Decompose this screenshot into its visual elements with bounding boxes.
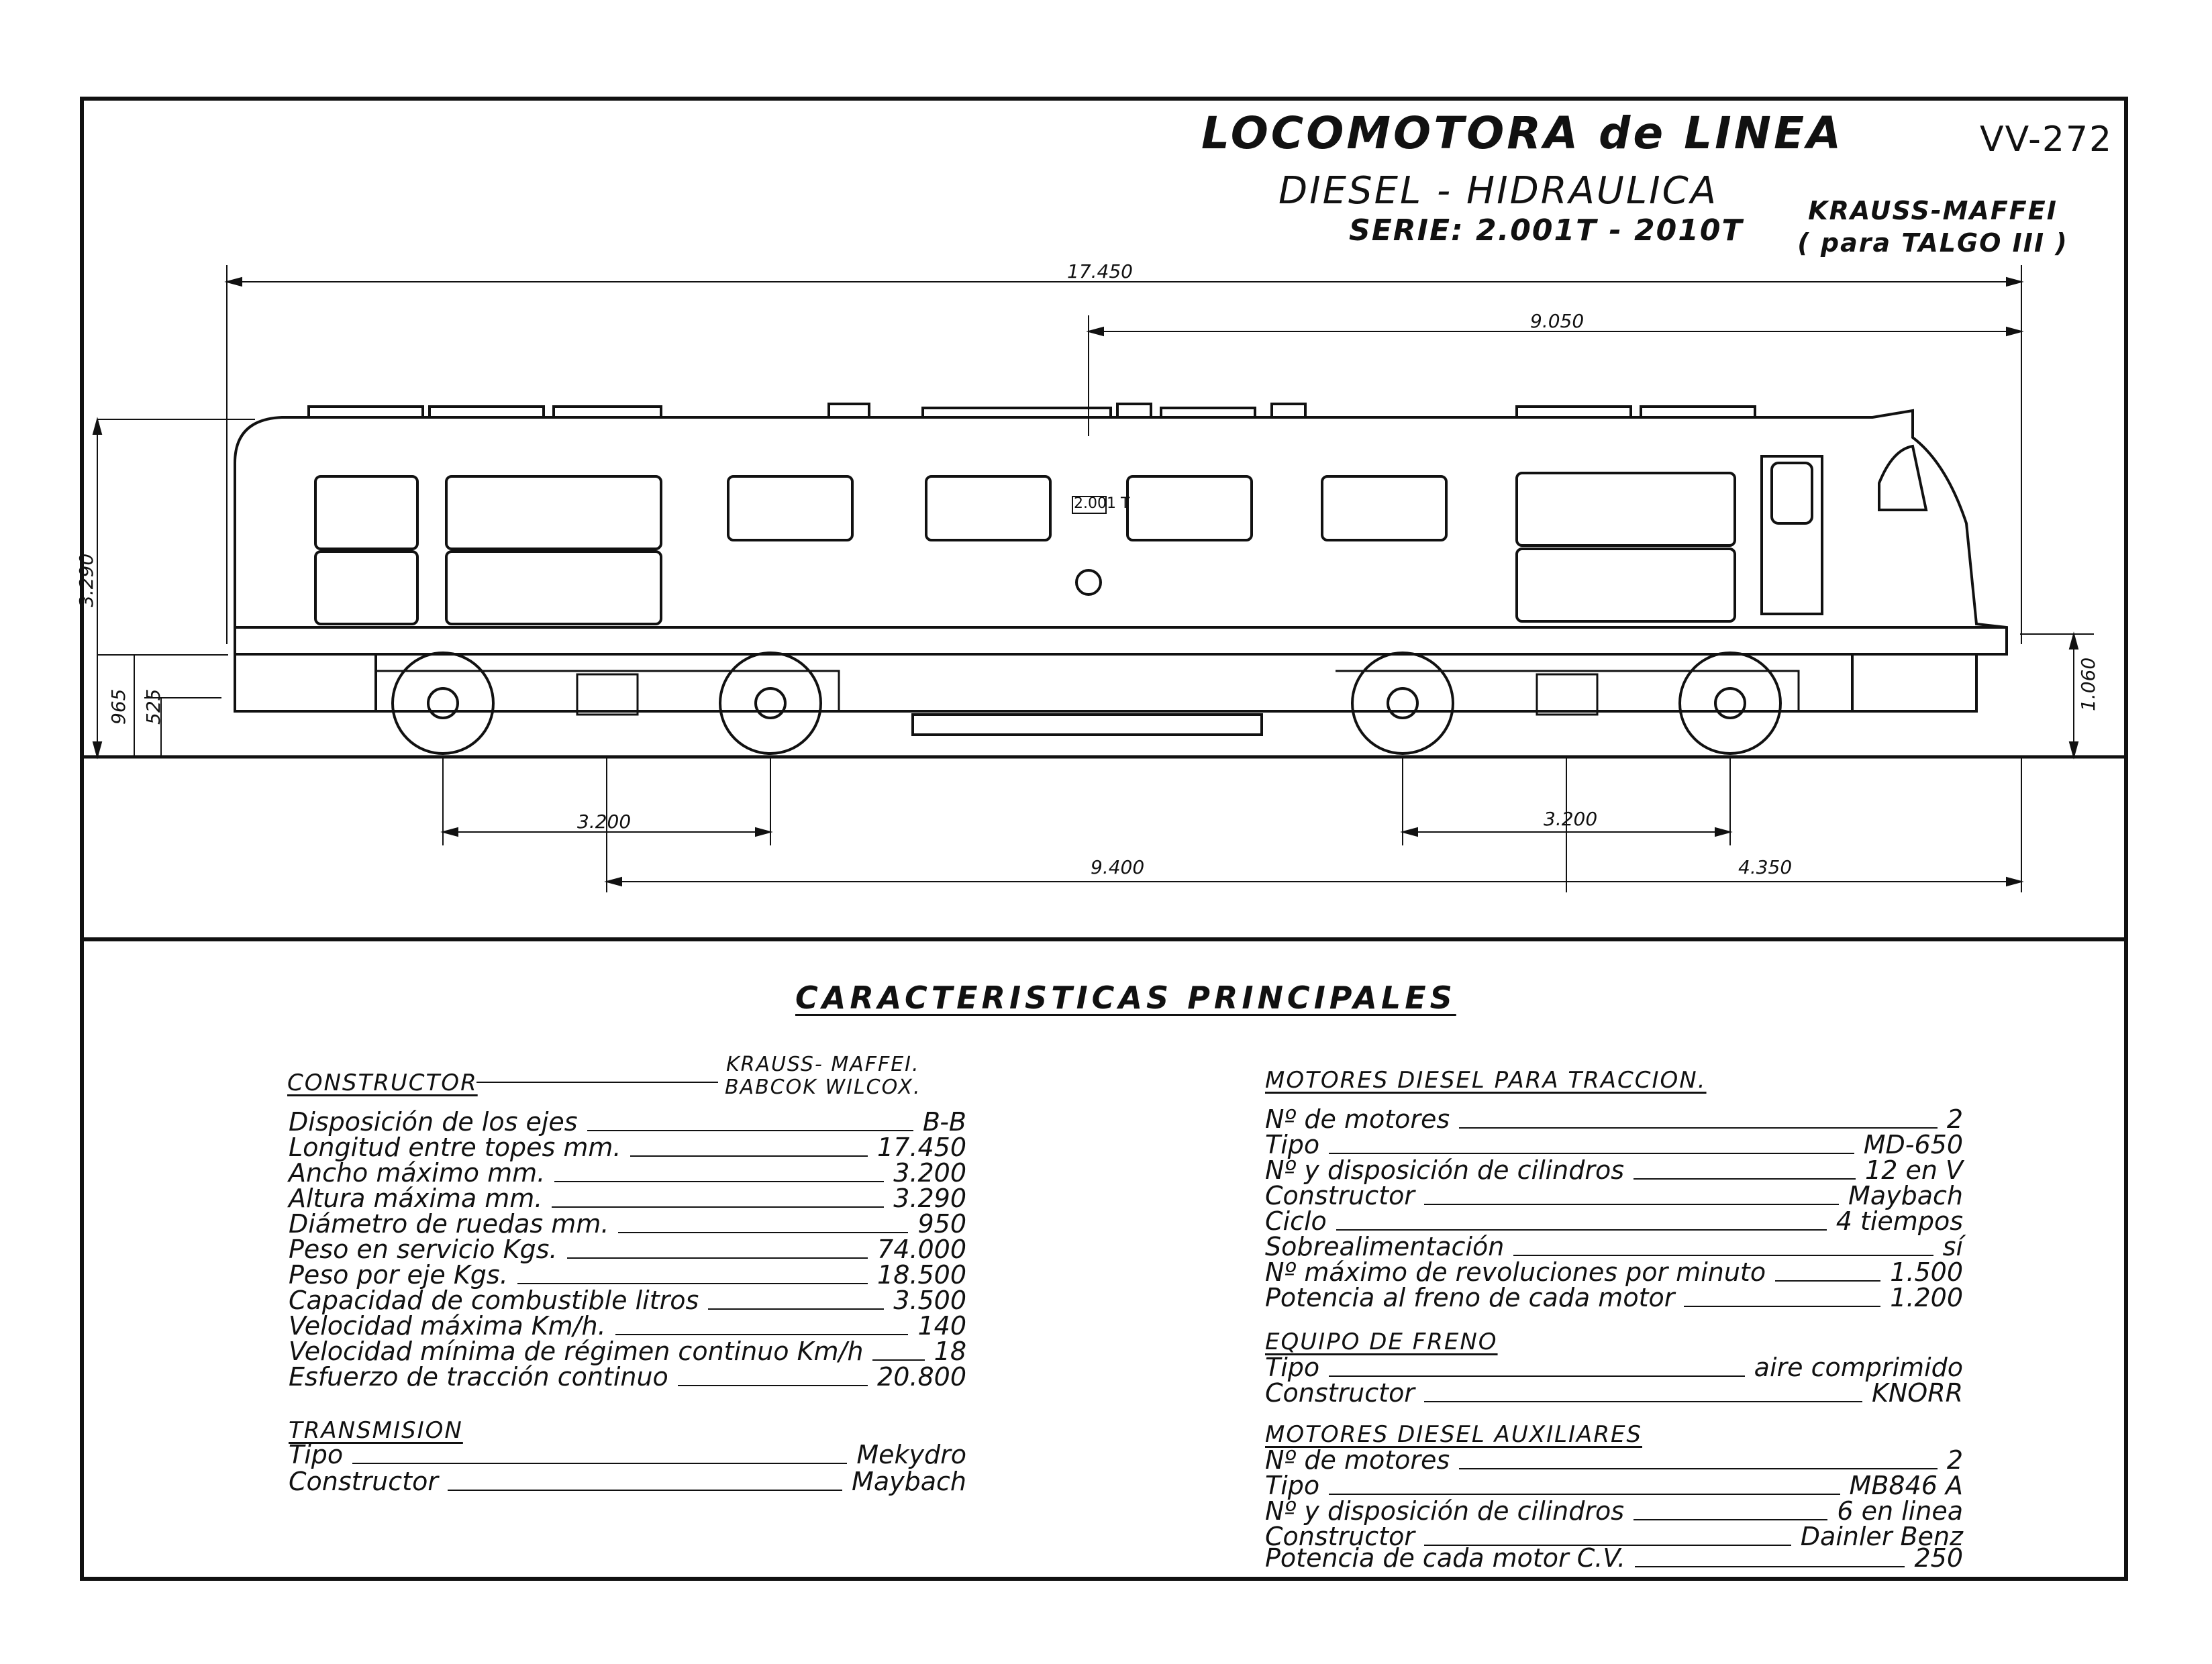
spec-label: Velocidad máxima Km/h. bbox=[289, 1311, 606, 1341]
constructor-value-line2: BABCOK WILCOX. bbox=[725, 1076, 921, 1099]
leader-line bbox=[1633, 1519, 1827, 1520]
spec-label: Nº y disposición de cilindros bbox=[1265, 1496, 1625, 1526]
leader-line bbox=[448, 1490, 842, 1491]
drawing-code: VV-272 bbox=[1980, 119, 2113, 160]
dim-label-front-half: 9.050 bbox=[1530, 310, 1585, 332]
leader-line bbox=[1459, 1468, 1938, 1469]
spec-label: Capacidad de combustible litros bbox=[289, 1286, 699, 1315]
spec-value: 18 bbox=[934, 1337, 966, 1366]
spec-row bbox=[289, 1440, 966, 1469]
spec-label: Tipo bbox=[1265, 1471, 1320, 1500]
spec-value: Dainler Benz bbox=[1800, 1522, 1963, 1551]
spec-value: Maybach bbox=[852, 1467, 966, 1496]
bogies bbox=[376, 671, 1799, 715]
locomotive-body bbox=[235, 404, 2007, 654]
constructor-value bbox=[725, 1053, 921, 1099]
dim-label-step-height: 525 bbox=[142, 688, 164, 725]
leader-line bbox=[517, 1283, 868, 1284]
spec-value: 1.500 bbox=[1890, 1257, 1963, 1287]
leader-line bbox=[1459, 1127, 1938, 1129]
constructor-leader bbox=[476, 1082, 718, 1083]
spec-value: Maybach bbox=[1848, 1181, 1963, 1210]
spec-value: 250 bbox=[1914, 1543, 1963, 1573]
motores-traccion-title: MOTORES DIESEL PARA TRACCION. bbox=[1265, 1067, 1707, 1094]
dim-overall-length bbox=[227, 265, 2021, 644]
spec-label: Nº y disposición de cilindros bbox=[1265, 1155, 1625, 1185]
wheels bbox=[393, 653, 1780, 753]
dim-label-bogie-to-buffer: 4.350 bbox=[1738, 856, 1793, 878]
leader-line bbox=[1336, 1229, 1827, 1231]
spec-label: Esfuerzo de tracción continuo bbox=[289, 1362, 668, 1392]
leader-line bbox=[872, 1359, 924, 1361]
dim-label-bogie-wheelbase-left: 3.200 bbox=[577, 811, 632, 833]
spec-label: Ancho máximo mm. bbox=[289, 1158, 546, 1188]
leader-line bbox=[1633, 1178, 1856, 1180]
spec-row bbox=[289, 1362, 966, 1392]
spec-row bbox=[1265, 1543, 1963, 1573]
leader-line bbox=[1684, 1306, 1880, 1307]
spec-label: Sobrealimentación bbox=[1265, 1232, 1505, 1261]
spec-label: Potencia al freno de cada motor bbox=[1265, 1283, 1675, 1312]
maker-line1: KRAUSS-MAFFEI bbox=[1808, 196, 2058, 225]
spec-value: 6 en linea bbox=[1837, 1496, 1963, 1526]
leader-line bbox=[618, 1232, 908, 1233]
spec-value: 2 bbox=[1946, 1445, 1963, 1475]
spec-value: MB846 A bbox=[1849, 1471, 1963, 1500]
equipo-freno-title: EQUIPO DE FRENO bbox=[1265, 1329, 1498, 1355]
spec-value: KNORR bbox=[1871, 1378, 1963, 1408]
dim-label-height: 3.290 bbox=[75, 553, 97, 607]
spec-value: Mekydro bbox=[856, 1440, 966, 1469]
leader-line bbox=[587, 1130, 913, 1131]
number-plate: 2.001 T bbox=[1074, 495, 1130, 512]
spec-label: Nº de motores bbox=[1265, 1104, 1450, 1134]
spec-label: Nº de motores bbox=[1265, 1445, 1450, 1475]
spec-value: MD-650 bbox=[1863, 1130, 1963, 1159]
serie: SERIE: 2.001T - 2010T bbox=[1349, 213, 1744, 248]
leader-line bbox=[1424, 1204, 1839, 1205]
spec-value: sí bbox=[1942, 1232, 1963, 1261]
constructor-label: CONSTRUCTOR bbox=[287, 1070, 478, 1096]
dim-label-buffer-height: 965 bbox=[107, 688, 130, 725]
constructor-value-line1: KRAUSS- MAFFEI. bbox=[725, 1053, 920, 1076]
spec-label: Tipo bbox=[1265, 1353, 1320, 1382]
subtitle: DIESEL - HIDRAULICA bbox=[1278, 169, 1719, 213]
spec-row bbox=[289, 1469, 966, 1496]
spec-value: 4 tiempos bbox=[1836, 1206, 1963, 1236]
spec-value: B-B bbox=[922, 1107, 966, 1137]
leader-line bbox=[1513, 1255, 1933, 1256]
leader-line bbox=[1635, 1566, 1905, 1567]
underframe bbox=[235, 654, 1976, 735]
spec-value: 12 en V bbox=[1865, 1155, 1963, 1185]
leader-line bbox=[1424, 1401, 1862, 1402]
leader-line bbox=[1329, 1153, 1854, 1154]
spec-label: Tipo bbox=[1265, 1130, 1320, 1159]
leader-line bbox=[1775, 1280, 1880, 1282]
spec-value: 950 bbox=[917, 1209, 966, 1239]
maker-line2: ( para TALGO III ) bbox=[1797, 228, 2068, 258]
spec-label: Nº máximo de revoluciones por minuto bbox=[1265, 1257, 1766, 1287]
dim-label-right-height: 1.060 bbox=[2077, 657, 2099, 711]
transmision-title: TRANSMISION bbox=[289, 1417, 463, 1444]
spec-value: 20.800 bbox=[877, 1362, 966, 1392]
dim-label-bogie-centers: 9.400 bbox=[1091, 856, 1145, 878]
spec-label: Constructor bbox=[1265, 1181, 1415, 1210]
leader-line bbox=[630, 1155, 868, 1157]
spec-label: Constructor bbox=[289, 1467, 438, 1496]
leader-line bbox=[554, 1181, 884, 1182]
leader-line bbox=[1329, 1375, 1745, 1377]
spec-label: Peso en servicio Kgs. bbox=[289, 1235, 558, 1264]
spec-value: 3.290 bbox=[893, 1184, 966, 1213]
spec-row bbox=[1265, 1378, 1963, 1408]
spec-row bbox=[1265, 1104, 1963, 1134]
spec-label: Potencia de cada motor C.V. bbox=[1265, 1543, 1626, 1573]
spec-value: 3.200 bbox=[893, 1158, 966, 1188]
spec-label: Ciclo bbox=[1265, 1206, 1327, 1236]
spec-label: Constructor bbox=[1265, 1378, 1415, 1408]
leader-line bbox=[1329, 1494, 1840, 1495]
spec-label: Velocidad mínima de régimen continuo Km/h bbox=[289, 1337, 864, 1366]
spec-value: 74.000 bbox=[877, 1235, 966, 1264]
spec-value: 17.450 bbox=[877, 1133, 966, 1162]
maker-note bbox=[1785, 195, 2080, 259]
spec-label: Longitud entre topes mm. bbox=[289, 1133, 621, 1162]
spec-value: 3.500 bbox=[893, 1286, 966, 1315]
dim-label-overall-length: 17.450 bbox=[1067, 260, 1133, 282]
leader-line bbox=[552, 1206, 884, 1208]
spec-value: 140 bbox=[917, 1311, 966, 1341]
spec-value: 1.200 bbox=[1890, 1283, 1963, 1312]
title: LOCOMOTORA de LINEA bbox=[1201, 107, 1844, 159]
spec-label: Diámetro de ruedas mm. bbox=[289, 1209, 609, 1239]
spec-label: Tipo bbox=[289, 1440, 344, 1469]
motores-auxiliares-title: MOTORES DIESEL AUXILIARES bbox=[1265, 1421, 1643, 1448]
specs-title: CARACTERISTICAS PRINCIPALES bbox=[795, 980, 1456, 1016]
spec-row bbox=[1265, 1283, 1963, 1312]
spec-label: Disposición de los ejes bbox=[289, 1107, 578, 1137]
dim-label-bogie-wheelbase-right: 3.200 bbox=[1544, 808, 1598, 830]
spec-value: 2 bbox=[1946, 1104, 1963, 1134]
spec-value: aire comprimido bbox=[1754, 1353, 1963, 1382]
leader-line bbox=[678, 1385, 868, 1386]
leader-line bbox=[708, 1308, 884, 1310]
spec-value: 18.500 bbox=[877, 1260, 966, 1290]
leader-line bbox=[352, 1463, 847, 1464]
spec-label: Constructor bbox=[1265, 1522, 1415, 1551]
spec-label: Altura máxima mm. bbox=[289, 1184, 543, 1213]
leader-line bbox=[615, 1334, 909, 1335]
leader-line bbox=[567, 1257, 868, 1259]
spec-label: Peso por eje Kgs. bbox=[289, 1260, 508, 1290]
